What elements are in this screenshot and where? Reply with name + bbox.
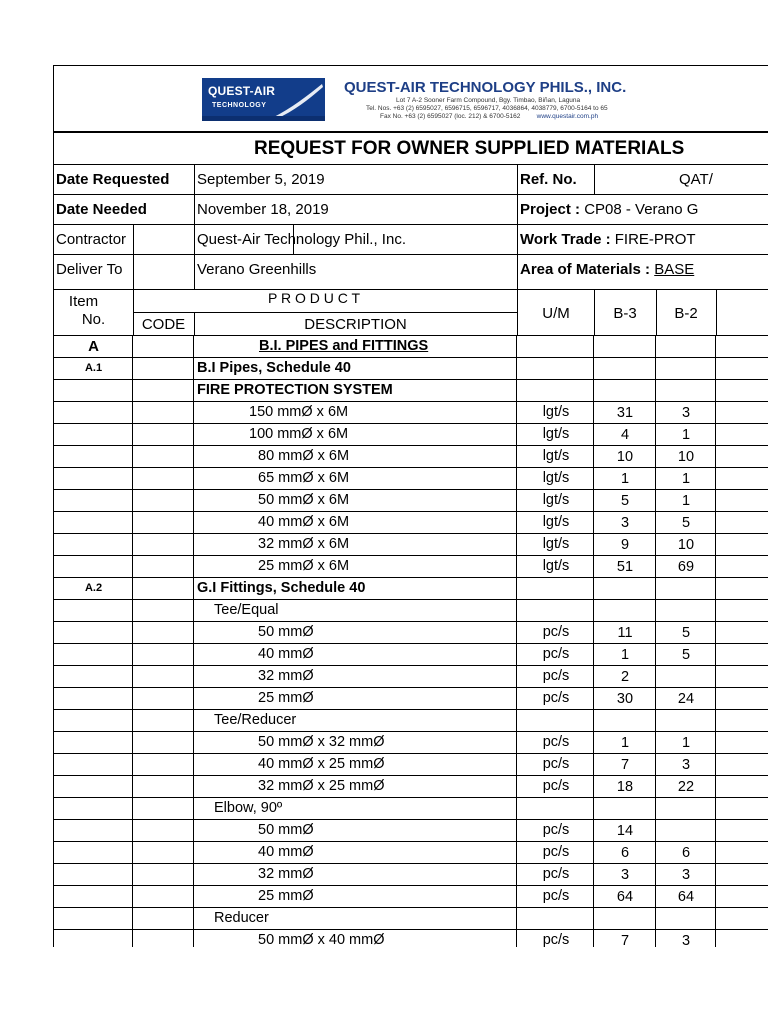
row-b2: 64 (677, 889, 695, 905)
deliver-to-value: Verano Greenhills (197, 261, 317, 278)
table-row (53, 379, 768, 401)
row-b3: 30 (616, 691, 634, 707)
work-trade-label: Work Trade : (520, 231, 611, 248)
row-item: A.1 (84, 362, 103, 374)
company-name: QUEST-AIR TECHNOLOGY PHILS., INC. (344, 79, 627, 96)
row-b2: 1 (681, 493, 691, 509)
row-um: pc/s (542, 690, 570, 706)
table-row (53, 335, 768, 357)
header-item: Item (68, 293, 99, 310)
row-b2: 1 (681, 735, 691, 751)
date-needed-value: November 18, 2019 (197, 201, 329, 218)
row-b3: 7 (620, 933, 630, 947)
row-b3: 2 (620, 669, 630, 685)
row-description: 32 mmØ x 6M (258, 536, 350, 552)
row-description: 50 mmØ x 40 mmØ (258, 932, 385, 947)
contractor-value: Quest-Air Technology Phil., Inc. (197, 231, 406, 248)
area-field (520, 261, 694, 278)
contractor-label: Contractor (56, 231, 127, 248)
table-row (53, 731, 768, 753)
form-title: REQUEST FOR OWNER SUPPLIED MATERIALS (254, 138, 685, 159)
info-row-date-requested (53, 164, 768, 194)
header-um: U/M (542, 305, 570, 322)
row-b3: 3 (620, 515, 630, 531)
table-row (53, 885, 768, 907)
row-um: lgt/s (542, 448, 570, 464)
row-um: lgt/s (542, 536, 570, 552)
project-value: CP08 - Verano G (584, 201, 699, 218)
row-um: pc/s (542, 734, 570, 750)
row-um: pc/s (542, 888, 570, 904)
ref-no-value: QAT/ (679, 171, 713, 188)
header-product: P R O D U C T (267, 290, 361, 306)
table-row (53, 577, 768, 599)
row-description: 40 mmØ x 25 mmØ (258, 756, 385, 772)
row-b3: 4 (620, 427, 630, 443)
row-b3: 11 (617, 625, 633, 641)
table-row (53, 907, 768, 929)
row-b3: 1 (620, 471, 630, 487)
logo-line2: TECHNOLOGY (212, 102, 267, 109)
row-um: pc/s (542, 624, 570, 640)
row-b3: 6 (620, 845, 630, 861)
table-row (53, 797, 768, 819)
date-requested-value: September 5, 2019 (197, 171, 325, 188)
table-header (53, 289, 768, 335)
row-um: lgt/s (542, 470, 570, 486)
row-b2: 22 (677, 779, 695, 795)
row-b3: 3 (620, 867, 630, 883)
header-code: CODE (141, 316, 186, 333)
row-um: pc/s (542, 822, 570, 838)
row-description: 32 mmØ x 25 mmØ (258, 778, 385, 794)
row-description: Reducer (214, 910, 269, 926)
row-b2: 69 (677, 559, 695, 575)
table-row (53, 775, 768, 797)
table-row (53, 621, 768, 643)
row-b2: 3 (681, 405, 691, 421)
info-row-date-needed (53, 194, 768, 224)
row-description: Tee/Equal (214, 602, 279, 618)
table-row (53, 819, 768, 841)
header-description: DESCRIPTION (304, 316, 407, 333)
row-b2: 10 (677, 537, 695, 553)
row-b2: 6 (681, 845, 691, 861)
materials-table-body (53, 335, 768, 947)
row-b3: 10 (616, 449, 634, 465)
row-description: Tee/Reducer (214, 712, 297, 728)
request-form-sheet (53, 65, 768, 947)
row-b3: 18 (616, 779, 634, 795)
row-description: 25 mmØ x 6M (258, 558, 350, 574)
ref-no-label: Ref. No. (520, 171, 577, 188)
logo-line1: QUEST-AIR (208, 84, 276, 98)
row-description: G.I Fittings, Schedule 40 (197, 580, 366, 596)
row-b3: 31 (616, 405, 634, 421)
row-um: pc/s (542, 668, 570, 684)
row-um: lgt/s (542, 558, 570, 574)
project-label: Project : (520, 201, 581, 218)
header-b3: B-3 (613, 305, 637, 322)
row-description: 40 mmØ x 6M (258, 514, 350, 530)
company-logo (202, 78, 325, 121)
info-row-deliver-to (53, 254, 768, 289)
area-label: Area of Materials : (520, 261, 651, 278)
table-row (53, 401, 768, 423)
company-fax-web (380, 113, 768, 120)
work-trade-field (520, 231, 696, 248)
row-b2: 5 (681, 515, 691, 531)
row-description: B.I. PIPES and FITTINGS (259, 338, 429, 354)
row-um: pc/s (542, 756, 570, 772)
row-b2: 1 (681, 427, 691, 443)
row-b2: 10 (677, 449, 695, 465)
row-um: pc/s (542, 646, 570, 662)
row-description: 40 mmØ (258, 646, 314, 662)
row-description: 25 mmØ (258, 690, 314, 706)
table-row (53, 643, 768, 665)
row-b2: 3 (681, 933, 691, 947)
company-fax: Fax No. +63 (2) 6595027 (loc. 212) & 6700-5162 (380, 113, 521, 120)
date-requested-label: Date Requested (56, 171, 170, 188)
row-description: FIRE PROTECTION SYSTEM (197, 382, 393, 398)
row-b3: 1 (620, 647, 630, 663)
row-description: 80 mmØ x 6M (258, 448, 350, 464)
header-b2: B-2 (674, 305, 698, 322)
row-um: lgt/s (542, 404, 570, 420)
row-b3: 51 (616, 559, 634, 575)
row-b3: 1 (620, 735, 630, 751)
row-b2: 1 (681, 471, 691, 487)
row-description: 25 mmØ (258, 888, 314, 904)
company-tel: Tel. Nos. +63 (2) 6595027, 6596715, 6596717, 4036864, 4038779, 6700-5164 to 65 (366, 105, 608, 112)
row-b3: 5 (620, 493, 630, 509)
row-description: B.I Pipes, Schedule 40 (197, 360, 351, 376)
work-trade-value: FIRE-PROT (614, 231, 696, 248)
company-website: www.questair.com.ph (536, 113, 599, 120)
row-um: pc/s (542, 932, 570, 947)
row-description: 150 mmØ x 6M (249, 404, 349, 420)
row-b3: 9 (620, 537, 630, 553)
table-row (53, 533, 768, 555)
table-row (53, 687, 768, 709)
table-row (53, 555, 768, 577)
table-row (53, 357, 768, 379)
info-row-contractor (53, 224, 768, 254)
row-item: A (88, 338, 99, 355)
row-b2: 5 (681, 647, 691, 663)
table-row (53, 841, 768, 863)
row-description: 50 mmØ x 6M (258, 492, 350, 508)
project-field (520, 201, 698, 218)
table-row (53, 489, 768, 511)
header-no: No. (81, 311, 106, 328)
row-item: A.2 (84, 582, 103, 594)
row-um: lgt/s (542, 492, 570, 508)
table-row (53, 423, 768, 445)
row-b2: 5 (681, 625, 691, 641)
row-b3: 7 (620, 757, 630, 773)
table-row (53, 467, 768, 489)
table-row (53, 753, 768, 775)
row-um: pc/s (542, 866, 570, 882)
row-b3: 64 (616, 889, 634, 905)
form-title-row (53, 131, 768, 164)
row-um: lgt/s (542, 426, 570, 442)
row-description: 40 mmØ (258, 844, 314, 860)
date-needed-label: Date Needed (56, 201, 147, 218)
row-um: pc/s (542, 844, 570, 860)
table-row (53, 511, 768, 533)
deliver-to-label: Deliver To (56, 261, 123, 278)
row-description: 32 mmØ (258, 668, 314, 684)
company-header (53, 65, 768, 131)
row-description: 50 mmØ (258, 624, 314, 640)
row-b2: 3 (681, 757, 691, 773)
row-description: 32 mmØ (258, 866, 314, 882)
table-row (53, 709, 768, 731)
row-b2: 24 (677, 691, 695, 707)
area-value: BASE (654, 261, 695, 278)
table-row (53, 445, 768, 467)
row-b2: 3 (681, 867, 691, 883)
table-row (53, 665, 768, 687)
row-description: 100 mmØ x 6M (249, 426, 349, 442)
row-um: lgt/s (542, 514, 570, 530)
table-row (53, 863, 768, 885)
table-row (53, 929, 768, 947)
row-description: 65 mmØ x 6M (258, 470, 350, 486)
row-description: Elbow, 90º (214, 800, 283, 816)
row-description: 50 mmØ x 32 mmØ (258, 734, 385, 750)
row-um: pc/s (542, 778, 570, 794)
company-address: Lot 7 A-2 Sooner Farm Compound, Bgy. Timbao, Biñan, Laguna (396, 97, 581, 104)
row-description: 50 mmØ (258, 822, 314, 838)
row-b3: 14 (616, 823, 634, 839)
table-row (53, 599, 768, 621)
